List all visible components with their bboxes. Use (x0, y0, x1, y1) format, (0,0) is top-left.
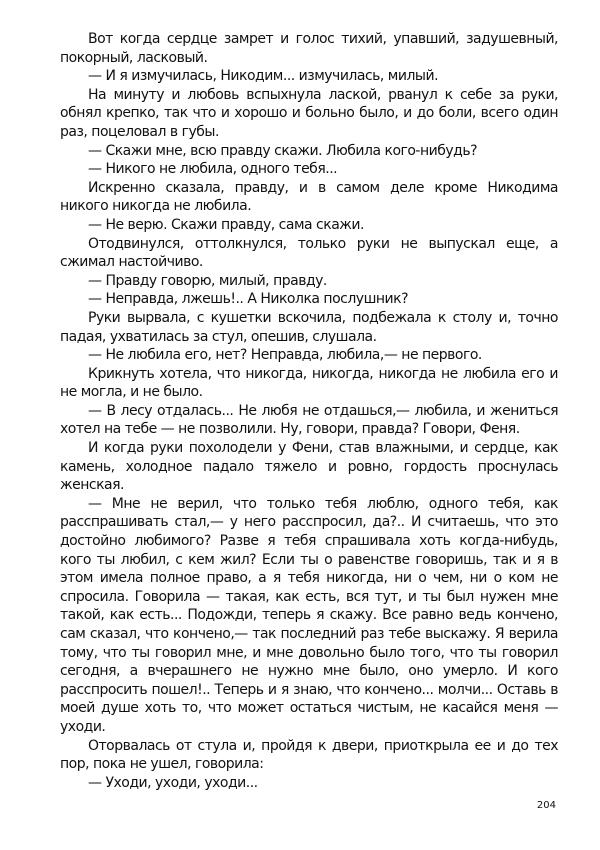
paragraph: На минуту и любовь вспыхнула лаской, рванул к себе за руки, обнял крепко, так что и хорошо и больно было, и до боли, всего один раз, поцеловал в губы. (60, 86, 558, 140)
page-text (60, 30, 558, 792)
page-number: 204 (536, 800, 556, 811)
paragraph: — Не любила его, нет? Неправда, любила,— не первого. (88, 347, 482, 364)
paragraph: Крикнуть хотела, что никогда, никогда, никогда не любила его и не могла, и не было. (60, 365, 558, 401)
paragraph: — Мне не верил, что только тебя люблю, одного тебя, как расспрашивать стал,— у него расспросил, да?.. И считаешь, что это достойно любимого? Разве я тебя спрашивала хоть когда-нибудь, кого ты любил, с кем жил? Если ты о равенстве говоришь, так и я в этом имела полное право, а я тебя никогда, ни о чем, ни о ком не спросила. Говорила — такая, как есть, вся тут, и ты был нужен мне такой, как есть... Подожди, теперь я скажу. Все равно ведь кончено, сам сказал, что кончено,— так последний раз тебе выскажу. Я верила тому, что ты говорил мне, и мне довольно было того, что ты говорил сегодня, а вчерашнего не нужно мне было, оно умерло. И кого расспросить пошел!.. Теперь и я знаю, что кончено... молчи... Оставь в моей душе хоть то, что может остаться чистым, не касайся меня — уходи. (60, 495, 558, 735)
paragraph: И когда руки похолодели у Фени, став влажными, и сердце, как камень, холодное падало тяжело и ровно, гордость проснулась женская. (60, 440, 558, 494)
paragraph: — Неправда, лжешь!.. А Николка послушник? (88, 291, 409, 308)
paragraph: Оторвалась от стула и, пройдя к двери, приоткрыла ее и до тех пор, пока не ушел, говорила: (60, 737, 558, 773)
paragraph: Отодвинулся, оттолкнулся, только руки не выпускал еще, а сжимал настойчиво. (60, 235, 558, 271)
paragraph: — Никого не любила, одного тебя... (88, 161, 338, 178)
paragraph: Руки вырвала, с кушетки вскочила, подбежала к столу и, точно падая, ухватилась за стул, опешив, слушала. (60, 309, 558, 345)
paragraph: — Правду говорю, милый, правду. (88, 272, 327, 289)
paragraph: — Скажи мне, всю правду скажи. Любила кого-нибудь? (88, 142, 478, 159)
paragraph: — Уходи, уходи, уходи... (88, 774, 258, 791)
paragraph: Вот когда сердце замрет и голос тихий, упавший, задушевный, покорный, ласковый. (60, 31, 558, 66)
paragraph: — Не верю. Скажи правду, сама скажи. (88, 216, 364, 233)
paragraph: — И я измучилась, Никодим... измучилась, милый. (88, 68, 439, 85)
paragraph: Искренно сказала, правду, и в самом деле кроме Никодима никого никогда не любила. (60, 179, 558, 215)
paragraph: — В лесу отдалась... Не любя не отдашься,— любила, и жениться хотел на тебе — не позволили. Ну, говори, правда? Говори, Феня. (60, 402, 558, 438)
